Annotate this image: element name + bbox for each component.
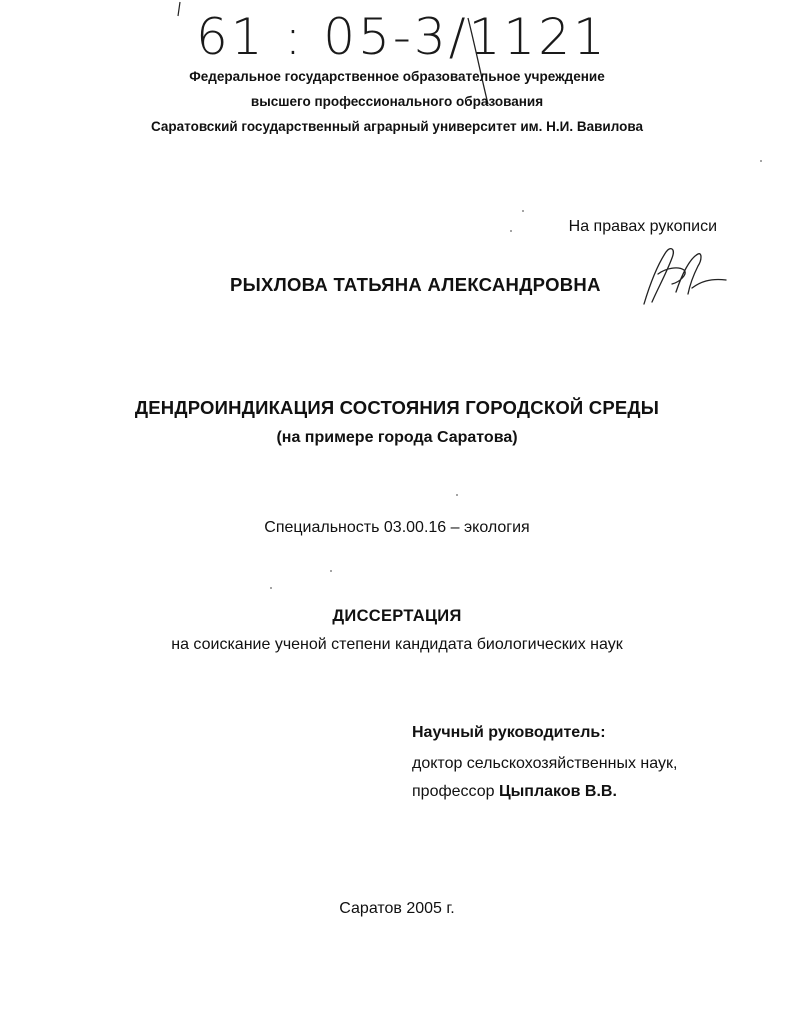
supervisor-title: профессор — [412, 783, 495, 800]
specialty: Специальность 03.00.16 – экология — [264, 519, 530, 536]
degree-sought: на соискание ученой степени кандидата биологических наук — [171, 636, 623, 653]
supervisor-heading: Научный руководитель: — [412, 724, 606, 741]
signature-icon — [636, 244, 730, 312]
scan-speck — [270, 587, 272, 589]
author-name: РЫХЛОВА ТАТЬЯНА АЛЕКСАНДРОВНА — [230, 274, 601, 295]
supervisor-name: Цыплаков В.В. — [498, 783, 617, 800]
thesis-subtitle: (на примере города Саратова) — [276, 429, 518, 446]
supervisor-title-name — [412, 783, 617, 801]
scan-speck — [522, 210, 524, 212]
archive-code-handwritten: 61 : 05-3/1121 — [196, 8, 608, 66]
scan-speck — [456, 494, 458, 496]
work-type: ДИССЕРТАЦИЯ — [332, 607, 462, 625]
scan-speck — [330, 570, 332, 572]
scan-speck — [760, 160, 762, 162]
pen-mark-left — [178, 2, 180, 16]
pen-mark-slash — [468, 18, 488, 104]
manuscript-rights: На правах рукописи — [568, 218, 717, 235]
thesis-title: ДЕНДРОИНДИКАЦИЯ СОСТОЯНИЯ ГОРОДСКОЙ СРЕДЫ — [134, 397, 660, 418]
supervisor-degree: доктор сельскохозяйственных наук, — [412, 755, 678, 772]
institution-line-1: Федеральное государственное образовательное учреждение — [189, 69, 605, 84]
scan-speck — [510, 230, 512, 232]
institution-line-2: высшего профессионального образования — [250, 94, 544, 109]
city-year: Саратов 2005 г. — [339, 900, 455, 917]
institution-line-3: Саратовский государственный аграрный университет им. Н.И. Вавилова — [150, 119, 644, 134]
